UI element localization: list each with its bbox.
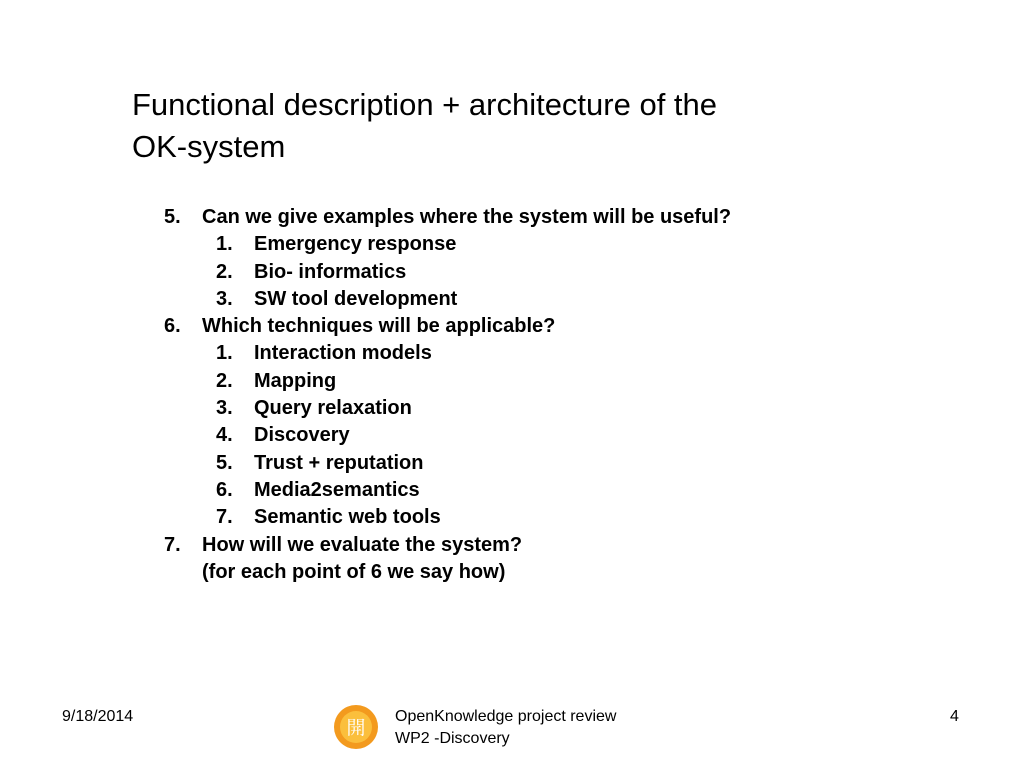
sub-list-item-number: 3. [216,287,233,310]
list-item [164,313,884,340]
logo-glyph: 開 [346,717,366,739]
sub-list-item [164,368,884,395]
sub-list-item-text: Trust + reputation [254,451,424,474]
sub-list-item [164,477,884,504]
sub-list-item [164,504,884,531]
sub-list-item-number: 4. [216,424,233,447]
sub-list-item [164,231,884,258]
footer-date: 9/18/2014 [62,708,134,725]
list-item-number: 7. [164,533,181,556]
footer-project-line2: WP2 -Discovery [395,730,510,747]
sub-list-item-number: 1. [216,342,233,365]
sub-list-item-text: Interaction models [254,342,432,365]
list-item-text: How will we evaluate the system? [202,533,523,556]
sub-list-item-text: Bio- informatics [254,260,407,283]
sub-list-item-text: Mapping [254,369,337,392]
sub-list-item-number: 2. [216,260,233,283]
sub-list-item [164,395,884,422]
sub-list-item-number: 1. [216,233,233,256]
openknowledge-logo-icon [333,704,379,750]
sub-list-item [164,286,884,313]
sub-list-item-text: Discovery [254,424,350,447]
sub-list-item-text: Media2semantics [254,478,420,501]
sub-list-item-number: 2. [216,369,233,392]
sub-list-item-number: 3. [216,397,233,420]
list-item-text: Which techniques will be applicable? [202,315,556,338]
page-number: 4 [950,708,959,725]
footer-project [395,706,616,750]
slide-title-line1: Functional description + architecture of the [132,87,718,122]
sub-list-item-number: 5. [216,451,233,474]
list-item-text: Can we give examples where the system will be useful? [202,206,732,228]
list-item-note-text: (for each point of 6 we say how) [202,560,506,583]
sub-list-item [164,422,884,449]
list-item-number: 5. [164,206,181,228]
sub-list-item-text: Semantic web tools [254,506,441,529]
sub-list-item-text: Query relaxation [254,397,412,420]
sub-list-item-text: SW tool development [254,287,458,310]
list-item [164,532,884,559]
sub-list-item [164,450,884,477]
slide-content [164,204,884,586]
sub-list-item-number: 6. [216,478,233,501]
slide-title [132,84,852,168]
footer-project-line1: OpenKnowledge project review [395,708,617,725]
list-item-number: 6. [164,315,181,338]
sub-list-item-number: 7. [216,506,233,529]
sub-list-item-text: Emergency response [254,233,457,256]
sub-list-item [164,259,884,286]
sub-list-item [164,340,884,367]
list-item [164,204,884,231]
list-item-note [164,559,884,586]
slide-title-line2: OK-system [132,129,286,164]
